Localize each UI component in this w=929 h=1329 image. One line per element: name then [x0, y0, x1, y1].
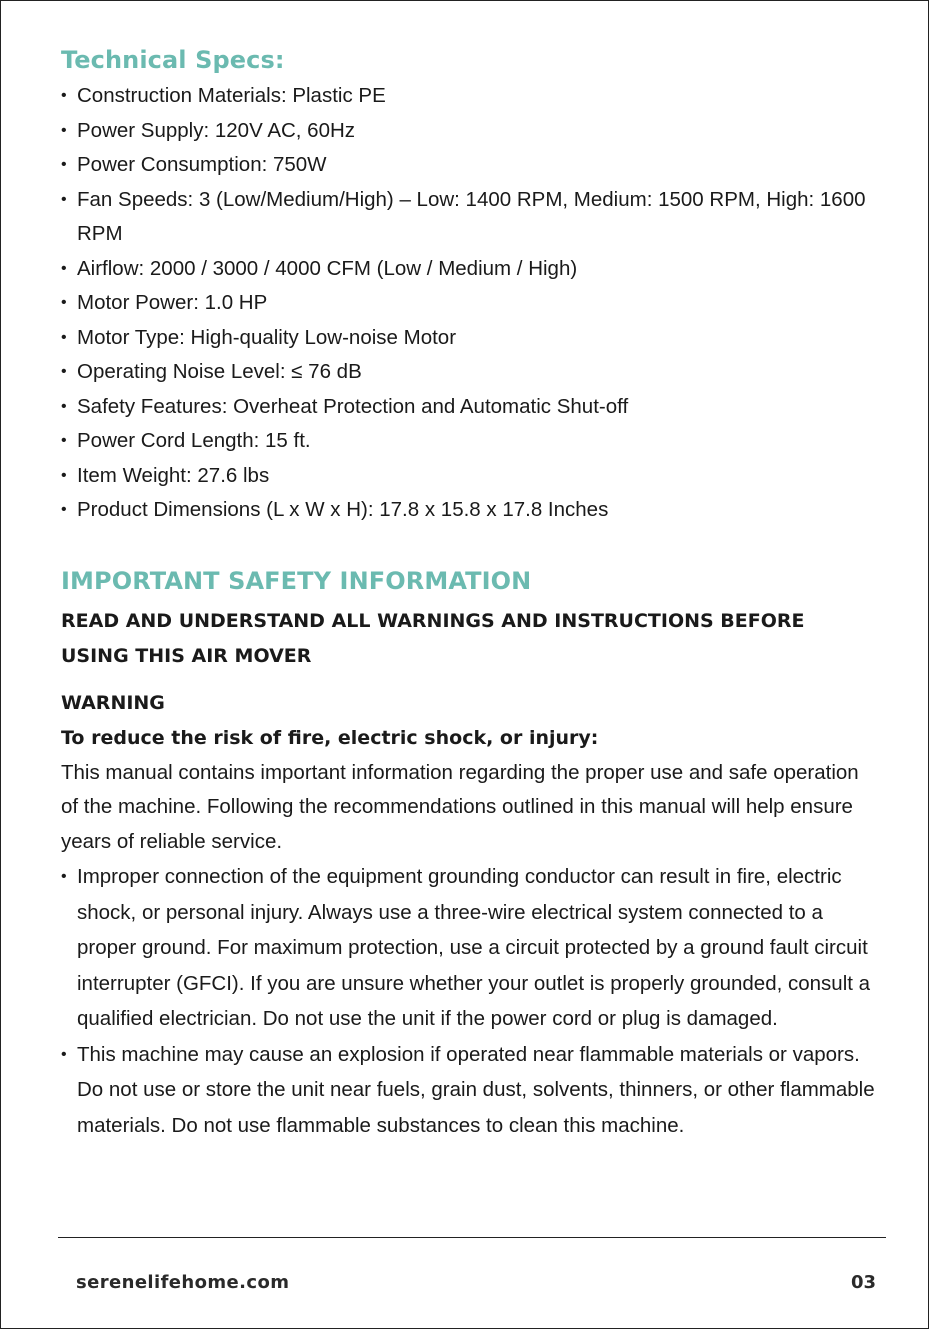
spec-item: • Motor Type: High-quality Low-noise Motor	[61, 321, 891, 356]
spec-item: • Item Weight: 27.6 lbs	[61, 459, 891, 494]
page-content	[61, 41, 891, 1143]
footer-divider	[58, 1237, 886, 1238]
specs-list	[61, 79, 891, 528]
spec-item: • Power Consumption: 750W	[61, 148, 891, 183]
spec-item: • Product Dimensions (L x W x H): 17.8 x 15.8 x 17.8 Inches	[61, 493, 891, 528]
read-instructions-notice: READ AND UNDERSTAND ALL WARNINGS AND INSTRUCTIONS BEFORE USING THIS AIR MOVER	[61, 609, 805, 667]
safety-bullet-item: • Improper connection of the equipment grounding conductor can result in fire, electric shock, or personal injury. Always use a three-wire electrical system connected to a proper ground. For maximum protection, use a circuit protected by a ground fault circuit interrupter (GFCI). If you are unsure whether your outlet is properly grounded, consult a qualified electrician. Do not use the unit if the power cord or plug is damaged.	[61, 859, 883, 1037]
safety-bullet-item: • This machine may cause an explosion if operated near flammable materials or vapors. Do not use or store the unit near fuels, grain dust, solvents, thinners, or other flammable materials. Do not use flammable substances to clean this machine.	[61, 1037, 883, 1144]
spec-item: • Safety Features: Overheat Protection and Automatic Shut-off	[61, 390, 891, 425]
spec-item: • Operating Noise Level: ≤ 76 dB	[61, 355, 891, 390]
manual-intro-paragraph: This manual contains important information regarding the proper use and safe operation of the machine. Following the recommendations outlined in this manual will help ensure years of reliable service.	[61, 760, 859, 853]
spec-item: • Power Cord Length: 15 ft.	[61, 424, 891, 459]
footer-website: serenelifehome.com	[76, 1272, 290, 1293]
spec-item: • Fan Speeds: 3 (Low/Medium/High) – Low: 1400 RPM, Medium: 1500 RPM, High: 1600 RPM	[61, 183, 867, 252]
spec-item: • Airflow: 2000 / 3000 / 4000 CFM (Low / Medium / High)	[61, 252, 891, 287]
risk-reduction-heading: To reduce the risk of fire, electric shock, or injury:	[61, 726, 599, 749]
spec-item: • Construction Materials: Plastic PE	[61, 79, 891, 114]
spec-item: • Power Supply: 120V AC, 60Hz	[61, 114, 891, 149]
spec-item: • Motor Power: 1.0 HP	[61, 286, 891, 321]
page-number: 03	[850, 1272, 876, 1293]
safety-bullet-list	[61, 859, 891, 1143]
warning-label: WARNING	[61, 691, 165, 714]
safety-information-heading: IMPORTANT SAFETY INFORMATION	[61, 566, 532, 595]
technical-specs-heading: Technical Specs:	[61, 46, 285, 74]
